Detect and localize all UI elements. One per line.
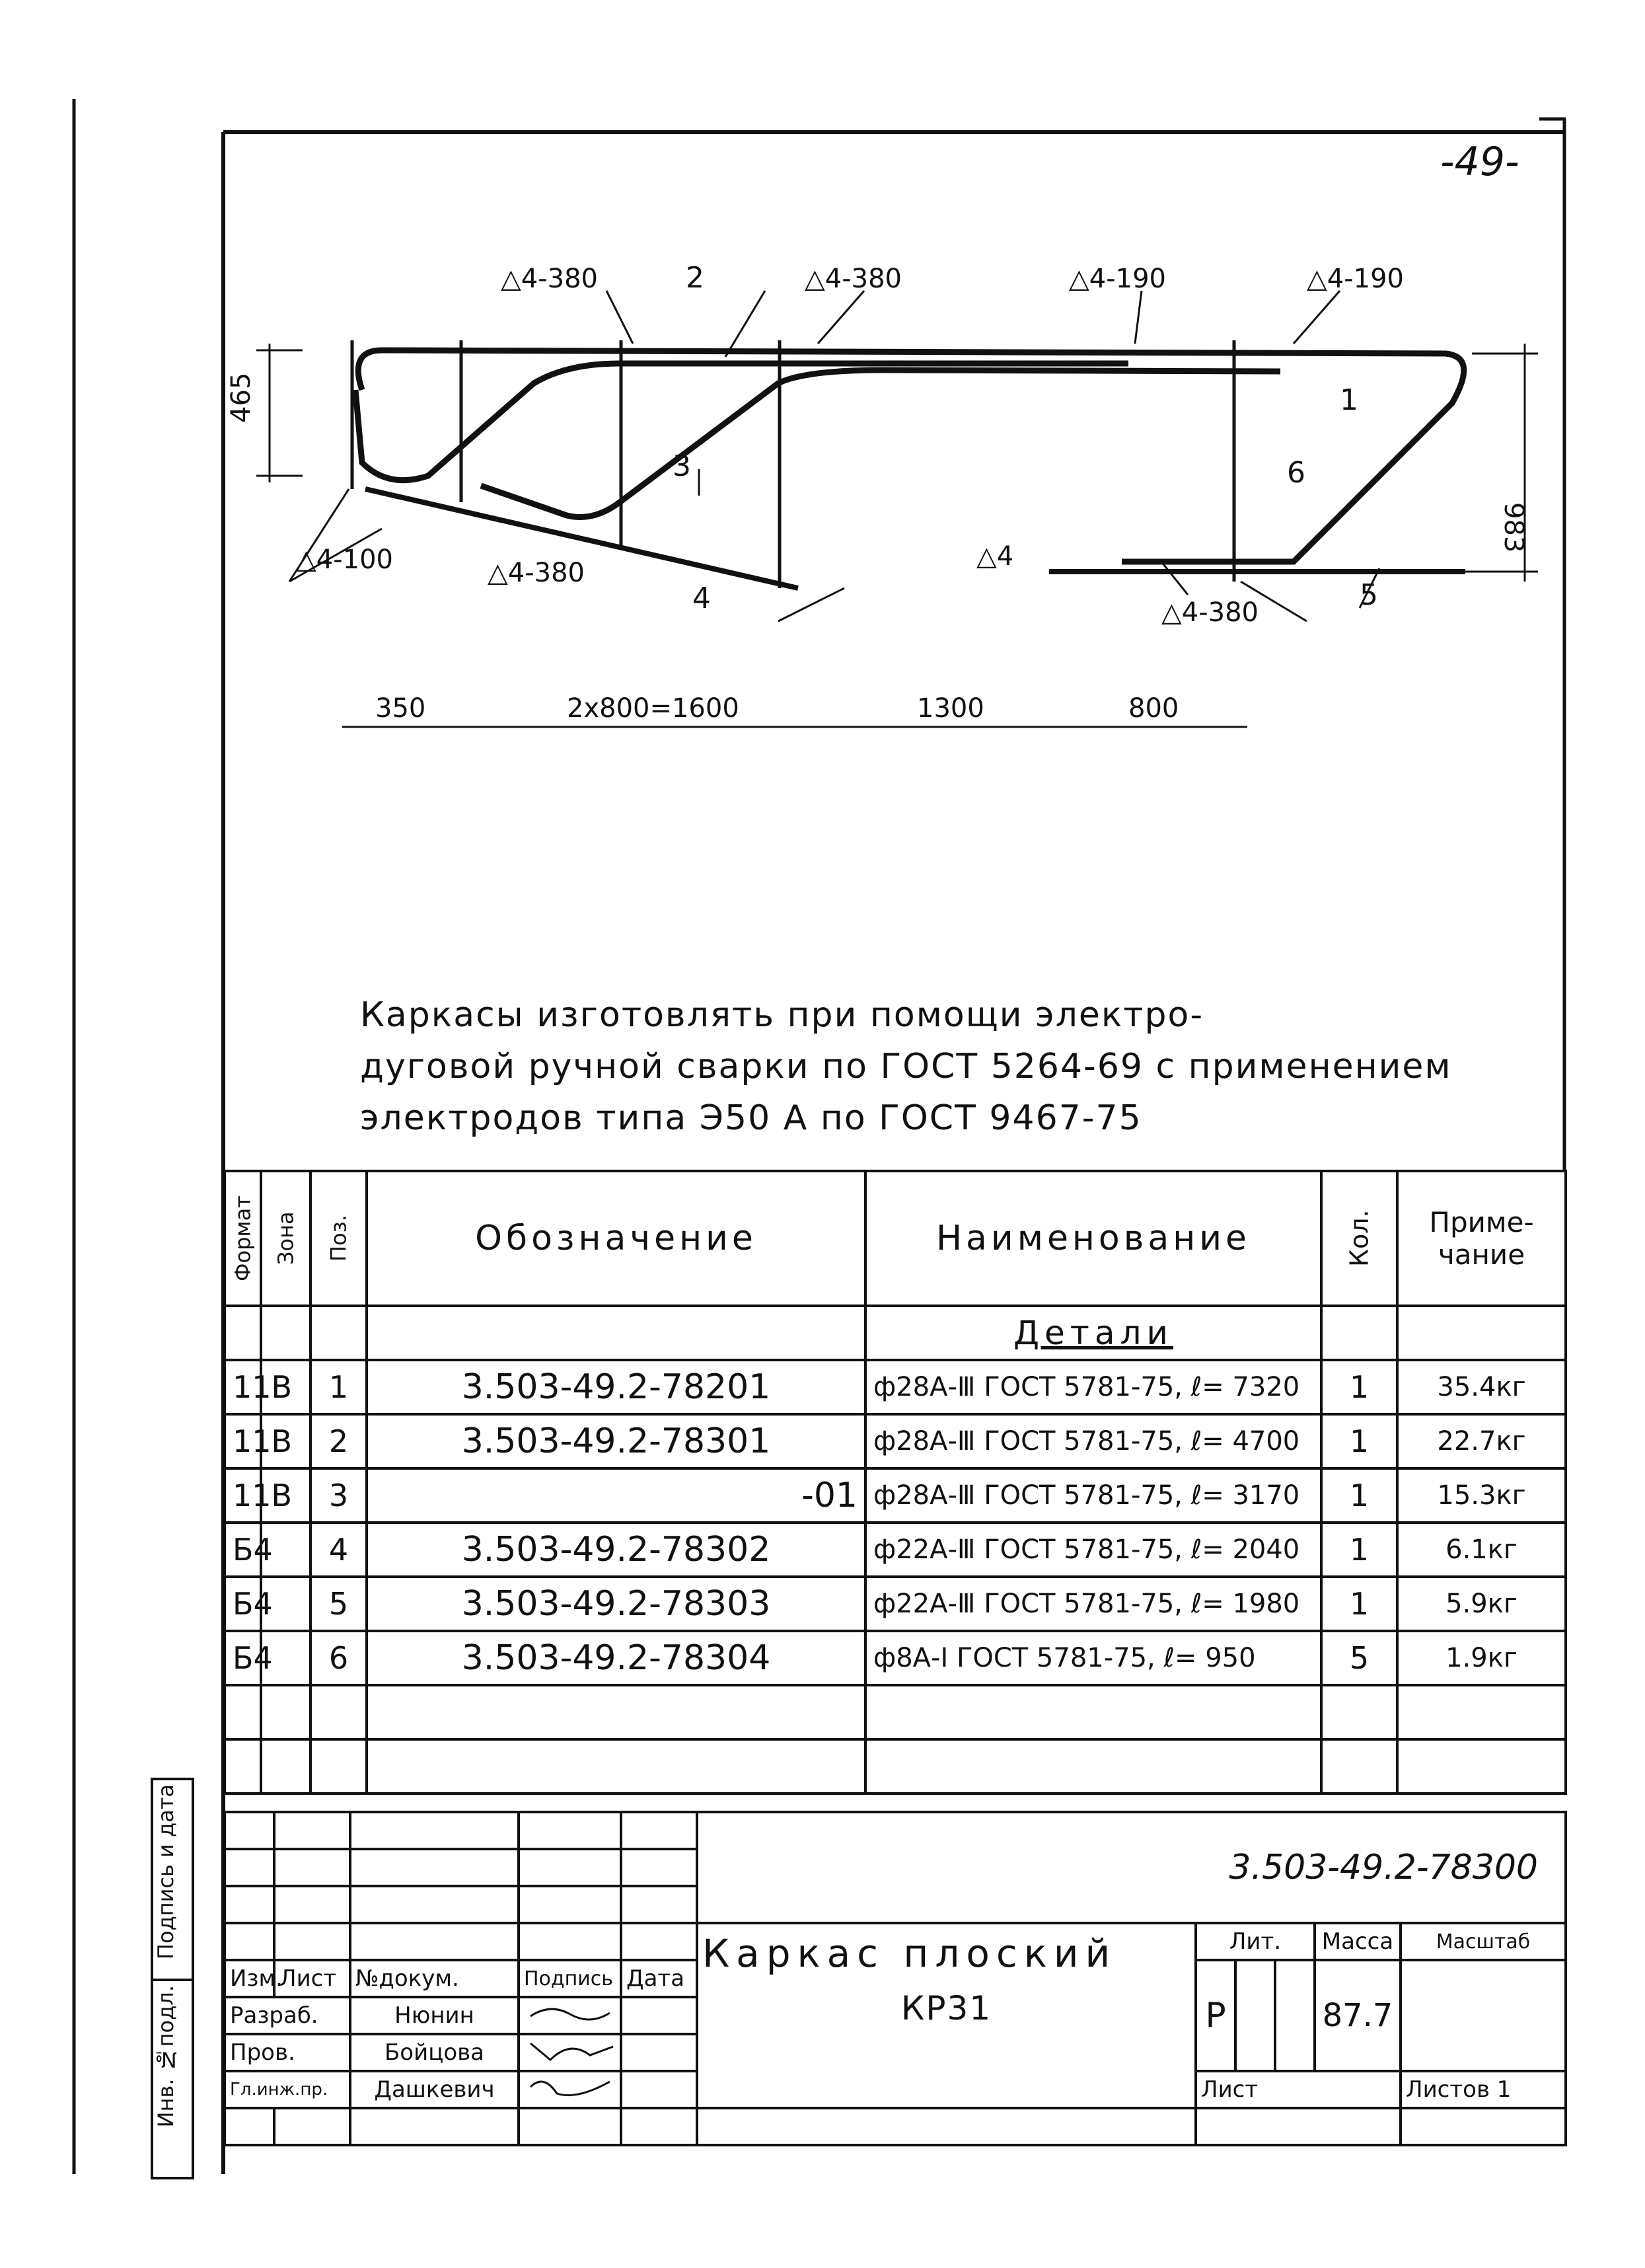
row-pos: 6 [311, 1631, 367, 1685]
name-developer: Нюнин [350, 1997, 519, 2034]
table-row [225, 1468, 1566, 1523]
row-designation: 3.503-49.2-78303 [367, 1577, 865, 1631]
spec-header-row [225, 1171, 1566, 1306]
weld-label-7: △4 [976, 541, 1014, 572]
dim-span-2: 2x800=1600 [567, 693, 739, 724]
mass-value: 87.7 [1315, 1960, 1401, 2071]
dim-right-height: 983 [1498, 502, 1529, 553]
table-row [225, 1414, 1566, 1468]
drawing-title: Каркас плоский [702, 1931, 1117, 1976]
header-pos: Поз. [311, 1171, 367, 1306]
row-pos: 3 [311, 1468, 367, 1523]
row-note: 6.1кг [1397, 1523, 1566, 1577]
row-format: 11В [225, 1414, 261, 1468]
header-note: Приме- чание [1397, 1171, 1566, 1306]
row-designation: -01 [367, 1468, 865, 1523]
side-stamp-sign-date: Подпись и дата [151, 1778, 194, 1981]
name-chief-engineer: Дашкевич [350, 2071, 519, 2108]
signature-mark-1 [524, 2000, 616, 2026]
row-note: 1.9кг [1397, 1631, 1566, 1685]
row-qty: 1 [1321, 1468, 1397, 1523]
signature-mark-2 [524, 2037, 616, 2063]
welding-note-line-1: Каркасы изготовлять при помощи электро- [360, 995, 1204, 1035]
row-designation: 3.503-49.2-78201 [367, 1360, 865, 1414]
role-checker: Пров. [225, 2034, 350, 2071]
mass-label: Масса [1315, 1923, 1401, 1960]
table-row-empty [225, 1739, 1566, 1794]
row-note: 22.7кг [1397, 1414, 1566, 1468]
dimension-texts [226, 373, 1529, 724]
row-qty: 5 [1321, 1631, 1397, 1685]
row-pos: 4 [311, 1523, 367, 1577]
row-pos: 5 [311, 1577, 367, 1631]
row-designation: 3.503-49.2-78302 [367, 1523, 865, 1577]
row-pos: 2 [311, 1414, 367, 1468]
header-qty: Кол. [1321, 1171, 1397, 1306]
scale-label: Масштаб [1401, 1923, 1566, 1960]
row-name: ф22А-Ⅲ ГОСТ 5781-75, ℓ= 1980 [865, 1577, 1321, 1631]
row-format: 11В [225, 1468, 261, 1523]
signature-checker [519, 2034, 621, 2071]
header-name: Наименование [865, 1171, 1321, 1306]
weld-label-3: △4-190 [1069, 264, 1166, 294]
col-doc-no: №докум. [350, 1960, 519, 1997]
row-designation: 3.503-49.2-78301 [367, 1414, 865, 1468]
table-row [225, 1523, 1566, 1577]
table-row-empty [225, 1685, 1566, 1739]
row-format: Б4 [225, 1523, 261, 1577]
welding-note-line-3: электродов типа Э50 А по ГОСТ 9467-75 [360, 1098, 1142, 1138]
dim-left-height: 465 [226, 372, 256, 423]
header-designation: Обозначение [367, 1171, 865, 1306]
row-pos: 1 [311, 1360, 367, 1414]
table-row [225, 1577, 1566, 1631]
row-note: 15.3кг [1397, 1468, 1566, 1523]
weld-label-8: △4-380 [1161, 597, 1259, 628]
pos-label-5: 5 [1360, 578, 1378, 612]
row-qty: 1 [1321, 1414, 1397, 1468]
weld-label-6: △4-380 [488, 558, 585, 588]
section-title: Детали [865, 1306, 1321, 1360]
lit-label: Лит. [1196, 1923, 1315, 1960]
pos-label-3: 3 [673, 449, 691, 483]
weld-label-2: △4-380 [805, 264, 902, 294]
row-format: Б4 [225, 1631, 261, 1685]
lit-value: Р [1196, 1960, 1235, 2071]
sheets-label: Листов 1 [1401, 2071, 1566, 2108]
sheet-label: Лист [1196, 2071, 1401, 2108]
row-name: ф8А-I ГОСТ 5781-75, ℓ= 950 [865, 1631, 1321, 1685]
col-date: Дата [621, 1960, 697, 1997]
drawing-mark: КР31 [900, 1989, 992, 2027]
row-note: 35.4кг [1397, 1360, 1566, 1414]
dim-span-1: 350 [375, 693, 426, 724]
role-chief-engineer: Гл.инж.пр. [225, 2071, 350, 2108]
row-format: 11В [225, 1360, 261, 1414]
row-name: ф28А-Ⅲ ГОСТ 5781-75, ℓ= 3170 [865, 1468, 1321, 1523]
signature-mark-3 [524, 2074, 616, 2100]
table-row [225, 1360, 1566, 1414]
specification-table [223, 1170, 1567, 1795]
row-format: Б4 [225, 1577, 261, 1631]
bar-pos-3 [481, 370, 1280, 517]
header-format: Формат [225, 1171, 261, 1306]
side-stamp-inv-no: Инв. №подл. [151, 1979, 194, 2179]
table-row [225, 1631, 1566, 1685]
welding-note-line-2: дуговой ручной сварки по ГОСТ 5264-69 с применением [360, 1047, 1452, 1086]
weld-label-1: △4-380 [501, 264, 598, 294]
pos-label-2: 2 [686, 261, 704, 295]
cage-drawing [223, 251, 1564, 780]
row-note: 5.9кг [1397, 1577, 1566, 1631]
dim-span-3: 1300 [917, 693, 984, 724]
row-name: ф28А-Ⅲ ГОСТ 5781-75, ℓ= 7320 [865, 1360, 1321, 1414]
pos-label-1: 1 [1340, 383, 1358, 417]
dim-span-4: 800 [1128, 693, 1179, 724]
col-signature: Подпись [519, 1960, 621, 1997]
row-name: ф22А-Ⅲ ГОСТ 5781-75, ℓ= 2040 [865, 1523, 1321, 1577]
pos-label-4: 4 [692, 582, 711, 615]
row-designation: 3.503-49.2-78304 [367, 1631, 865, 1685]
row-name: ф28А-Ⅲ ГОСТ 5781-75, ℓ= 4700 [865, 1414, 1321, 1468]
row-qty: 1 [1321, 1360, 1397, 1414]
row-qty: 1 [1321, 1523, 1397, 1577]
role-developer: Разраб. [225, 1997, 350, 2034]
sheet-number: -49- [1440, 139, 1519, 185]
document-code: 3.503-49.2-78300 [697, 1812, 1566, 1923]
header-zone: Зона [261, 1171, 311, 1306]
row-qty: 1 [1321, 1577, 1397, 1631]
signature-chief-engineer [519, 2071, 621, 2108]
bar-pos-2 [355, 363, 1128, 480]
weld-label-5: △4-100 [296, 545, 393, 575]
col-sheet: Лист [274, 1960, 350, 1997]
pos-label-6: 6 [1287, 456, 1305, 490]
name-checker: Бойцова [350, 2034, 519, 2071]
spec-section-row [225, 1306, 1566, 1360]
signature-developer [519, 1997, 621, 2034]
col-change: Изм. [225, 1960, 274, 1997]
weld-label-4: △4-190 [1307, 264, 1404, 294]
title-block [223, 1811, 1567, 2146]
